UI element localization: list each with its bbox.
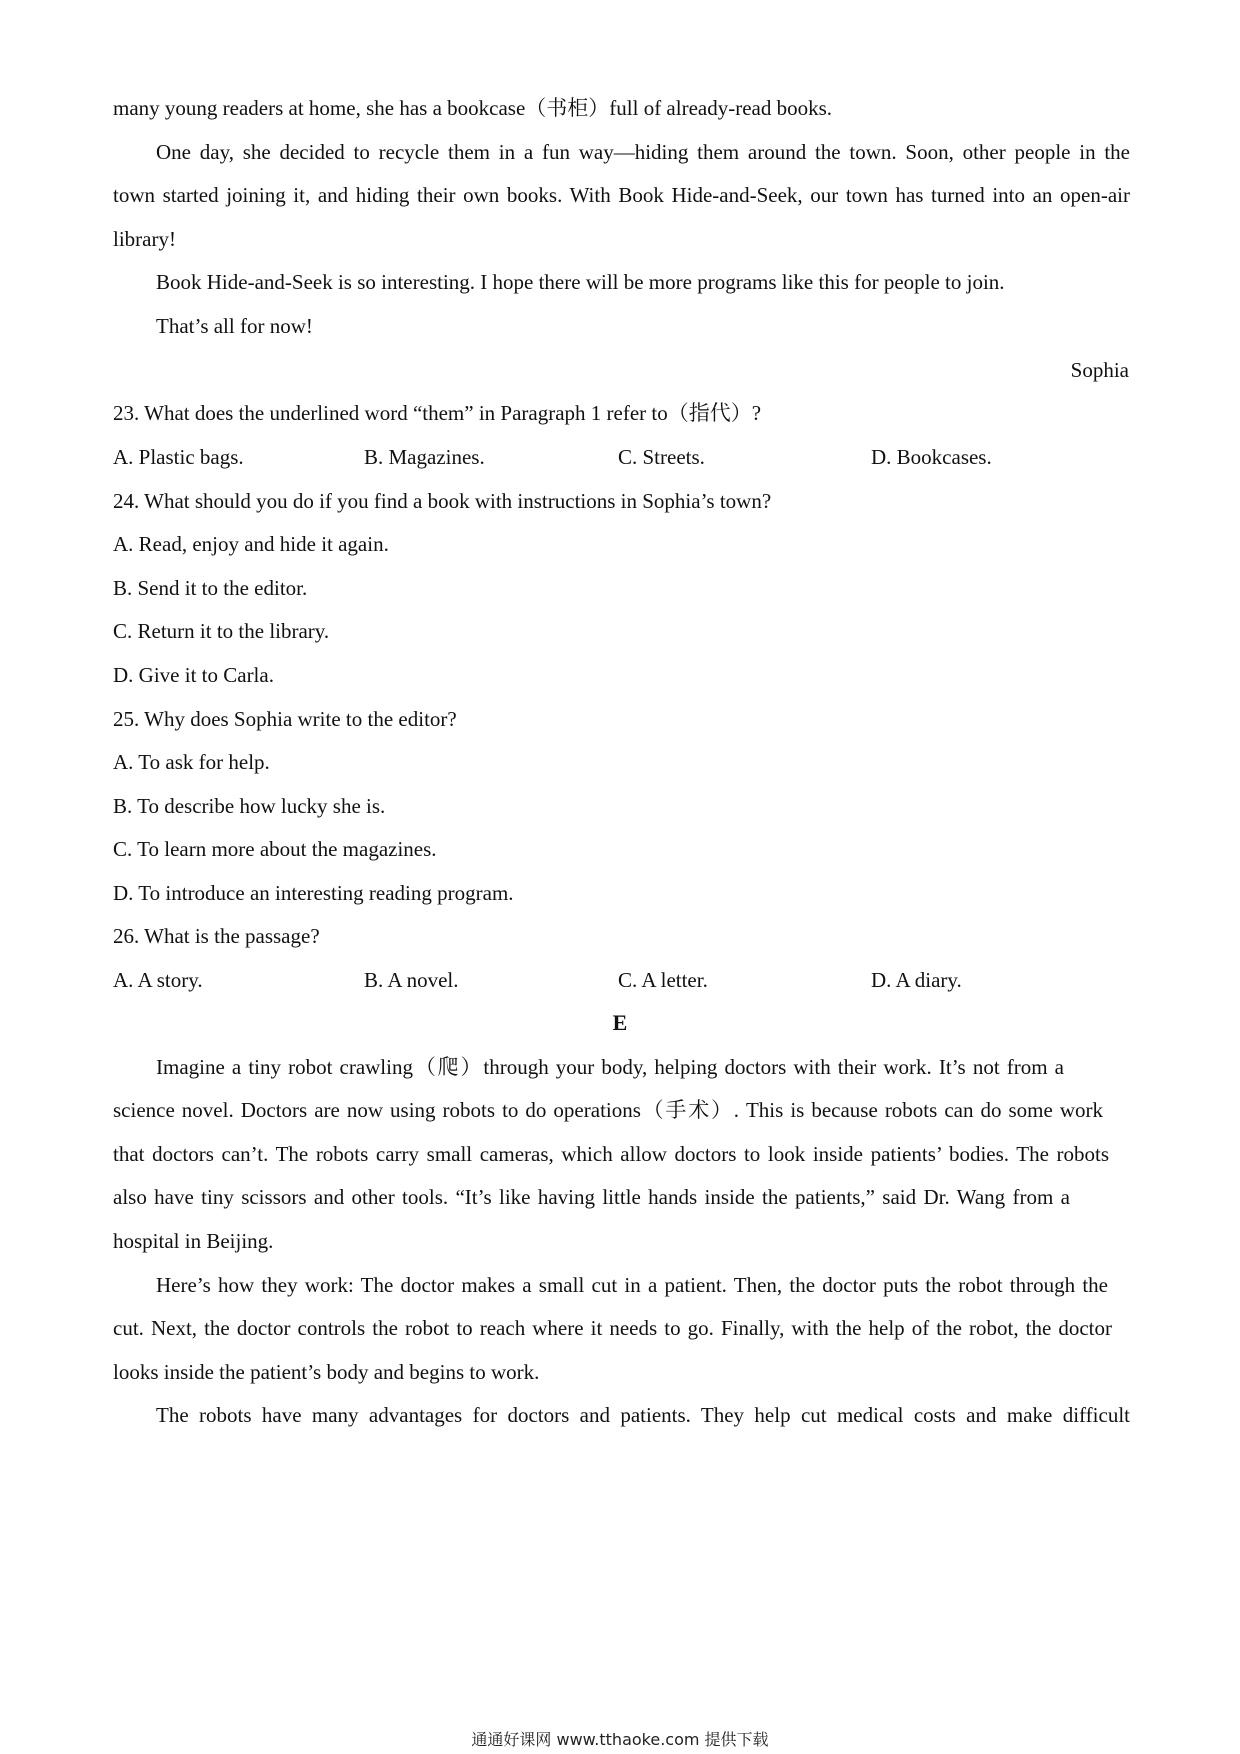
answer-option: D. Give it to Carla. — [113, 663, 274, 687]
answer-option: D. Bookcases. — [871, 445, 992, 469]
question-stem: 23. What does the underlined word “them” in Paragraph 1 refer to（指代）? — [113, 401, 762, 425]
passage-line: looks inside the patient’s body and begins to work. — [113, 1360, 540, 1384]
question-stem: 24. What should you do if you find a book with instructions in Sophia’s town? — [113, 489, 772, 513]
answer-option: C. A letter. — [618, 968, 708, 992]
answer-option: A. To ask for help. — [113, 750, 270, 774]
passage-line: that doctors can’t. The robots carry small cameras, which allow doctors to look inside patients’ bodies. The robots — [113, 1142, 1109, 1166]
passage-line: hospital in Beijing. — [113, 1229, 274, 1253]
passage-line: cut. Next, the doctor controls the robot to reach where it needs to go. Finally, with the help of the robot, the doctor — [113, 1316, 1112, 1340]
answer-option: D. A diary. — [871, 968, 962, 992]
signature: Sophia — [1070, 358, 1129, 382]
passage-line: That’s all for now! — [156, 314, 313, 338]
question-stem: 25. Why does Sophia write to the editor? — [113, 707, 457, 731]
passage-line: The robots have many advantages for doctors and patients. They help cut medical costs and make difficult — [156, 1403, 1130, 1427]
answer-option: B. A novel. — [364, 968, 459, 992]
passage-line: Here’s how they work: The doctor makes a small cut in a patient. Then, the doctor puts the robot through the — [156, 1273, 1108, 1297]
passage-line: town started joining it, and hiding their own books. With Book Hide-and-Seek, our town has turned into an open-air — [113, 183, 1130, 207]
section-heading: E — [612, 1010, 628, 1035]
answer-option: A. Plastic bags. — [113, 445, 244, 469]
answer-option: C. Return it to the library. — [113, 619, 330, 643]
answer-option: B. Send it to the editor. — [113, 576, 308, 600]
passage-line: library! — [113, 227, 176, 251]
answer-option: B. To describe how lucky she is. — [113, 794, 386, 818]
answer-option: C. To learn more about the magazines. — [113, 837, 437, 861]
passage-line: Book Hide-and-Seek is so interesting. I hope there will be more programs like this for people to join. — [156, 270, 1005, 294]
answer-option: D. To introduce an interesting reading program. — [113, 881, 514, 905]
passage-line: many young readers at home, she has a bookcase（书柜）full of already-read books. — [113, 96, 833, 120]
answer-option: B. Magazines. — [364, 445, 485, 469]
passage-line: One day, she decided to recycle them in a fun way—hiding them around the town. Soon, other people in the — [156, 140, 1130, 164]
answer-option: A. Read, enjoy and hide it again. — [113, 532, 389, 556]
passage-line: science novel. Doctors are now using robots to do operations（手术）. This is because robots can do some work — [113, 1098, 1103, 1122]
passage-line: Imagine a tiny robot crawling（爬）through your body, helping doctors with their work. It’s not from a — [156, 1055, 1064, 1079]
question-stem: 26. What is the passage? — [113, 924, 320, 948]
passage-line: also have tiny scissors and other tools. “It’s like having little hands inside the patients,” said Dr. Wang from a — [113, 1185, 1070, 1209]
answer-option: A. A story. — [113, 968, 203, 992]
answer-option: C. Streets. — [618, 445, 705, 469]
page-footer: 通通好课网 www.tthaoke.com 提供下载 — [471, 1730, 769, 1749]
